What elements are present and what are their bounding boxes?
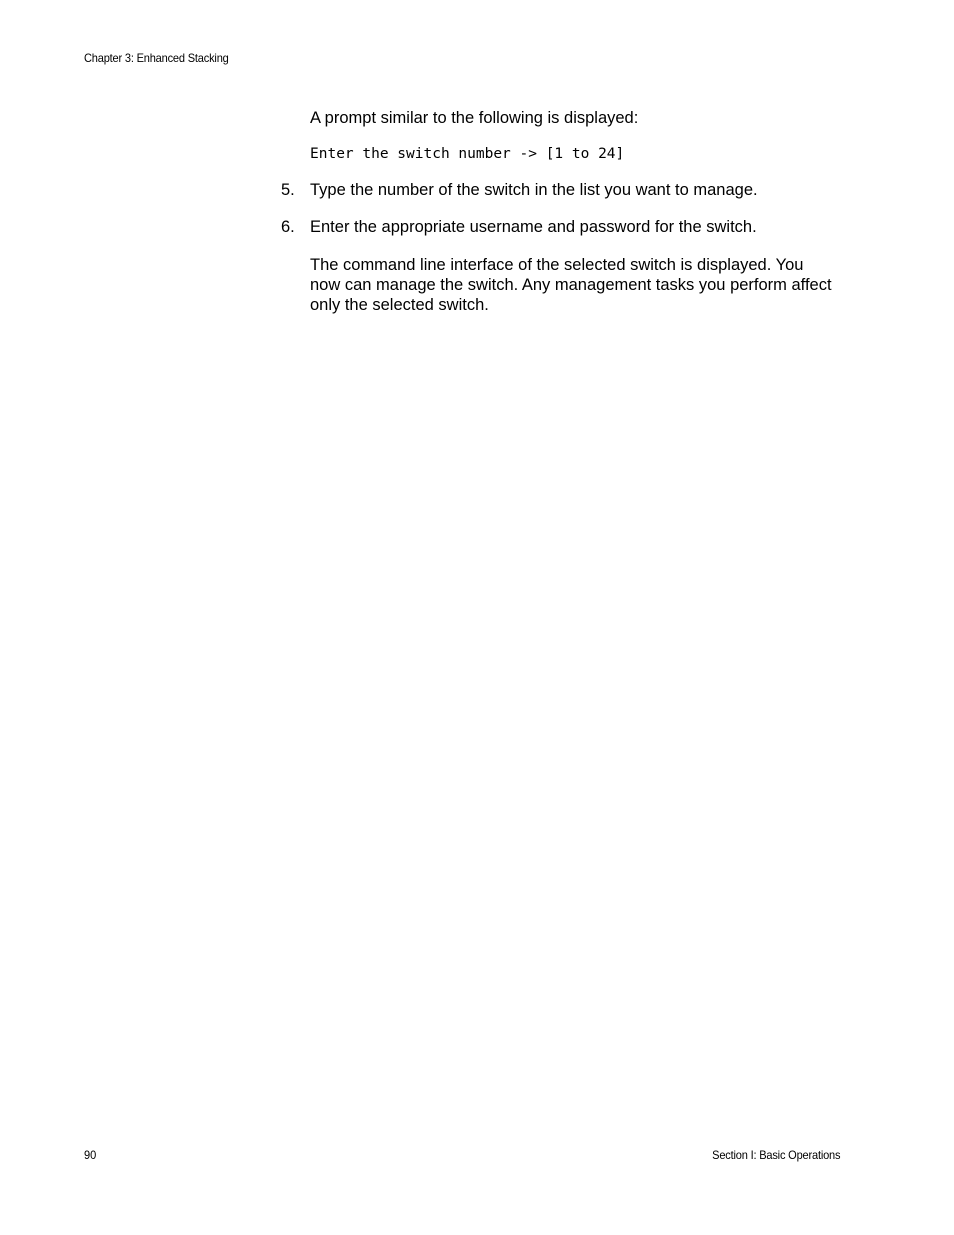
page-number: 90 [84, 1148, 97, 1162]
footer-section-title: Section I: Basic Operations [711, 1148, 840, 1162]
step-number-5: 5. [281, 181, 295, 199]
step-text-5: Type the number of the switch in the list you want to manage. [310, 181, 758, 199]
step-number-6: 6. [281, 218, 295, 236]
step-text-6: Enter the appropriate username and password for the switch. [310, 218, 757, 236]
running-header-chapter: Chapter 3: Enhanced Stacking [84, 51, 229, 65]
result-paragraph: The command line interface of the selected switch is displayed. You now can manage the switch. Any management tasks you perform affect only the selected switch. [310, 256, 832, 314]
intro-paragraph: A prompt similar to the following is displayed: [310, 109, 639, 127]
code-sample: Enter the switch number -> [1 to 24] [310, 146, 625, 162]
